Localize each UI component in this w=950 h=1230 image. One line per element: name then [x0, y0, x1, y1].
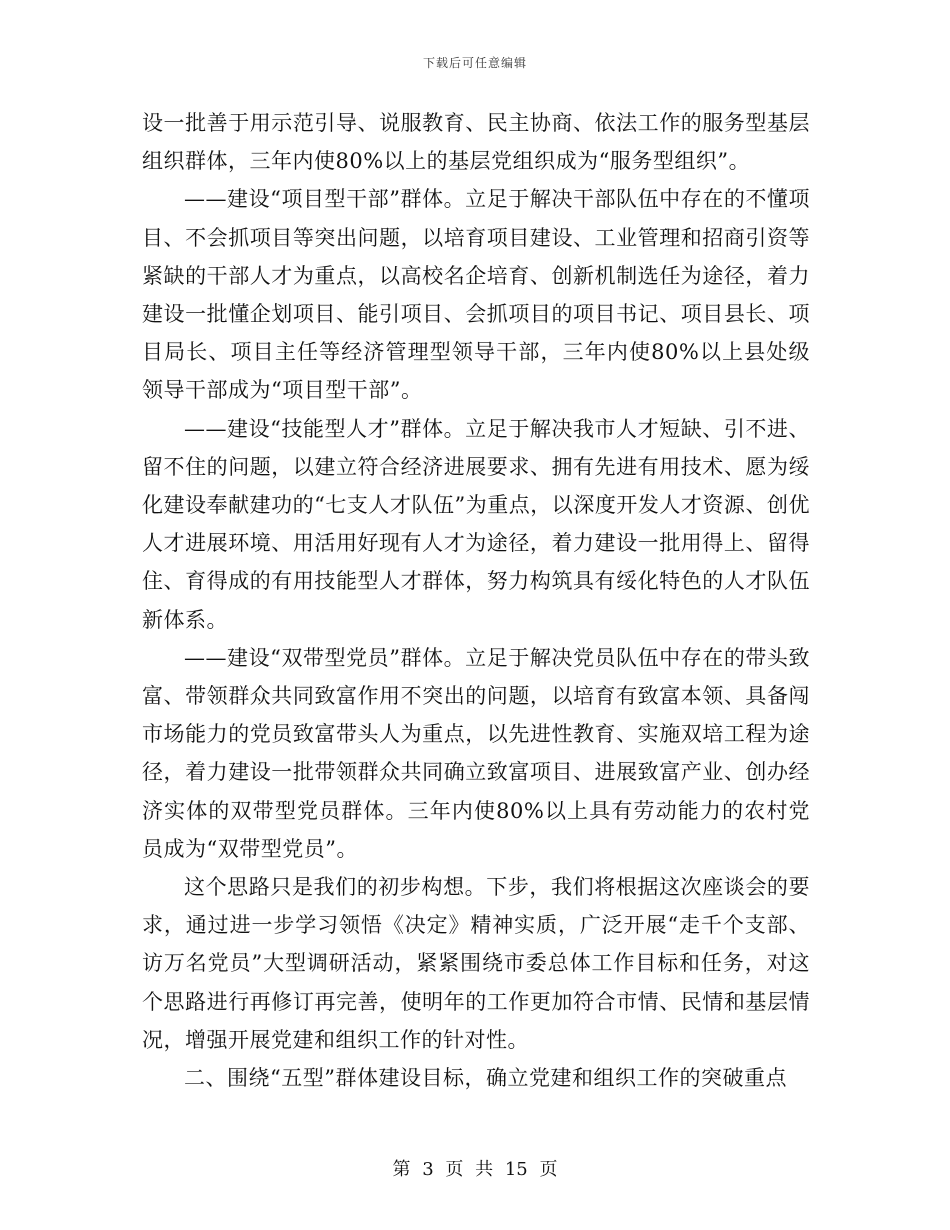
- page-header: 下载后可任意编辑: [422, 56, 527, 70]
- paragraph-continuation: 设一批善于用示范引导、说服教育、民主协商、依法工作的服务型基层组织群体，三年内使80%以上的基层党组织成为“服务型组织”。: [142, 111, 810, 174]
- paragraph-skilled-talents: ——建设“技能型人才”群体。立足于解决我市人才短缺、引不进、留不住的问题，以建立符合经济进展要求、拥有先进有用技术、愿为绥化建设奉献建功的“七支人才队伍”为重点，以深度开发人才资源、创优人才进展环境、用活用好现有人才为途径，着力建设一批用得上、留得住、育得成的有用技能型人才群体，努力构筑具有绥化特色的人才队伍新体系。: [142, 416, 810, 632]
- paragraph-project-cadres: ——建设“项目型干部”群体。立足于解决干部队伍中存在的不懂项目、不会抓项目等突出问题，以培育项目建设、工业管理和招商引资等紧缺的干部人才为重点，以高校名企培育、创新机制选任为途径，着力建设一批懂企划项目、能引项目、会抓项目的项目书记、项目县长、项目局长、项目主任等经济管理型领导干部，三年内使80%以上县处级领导干部成为“项目型干部”。: [142, 187, 810, 403]
- paragraph-next-steps: 这个思路只是我们的初步构想。下步，我们将根据这次座谈会的要求，通过进一步学习领悟《决定》精神实质，广泛开展“走千个支部、访万名党员”大型调研活动，紧紧围绕市委总体工作目标和任务，对这个思路进行再修订再完善，使明年的工作更加符合市情、民情和基层情况，增强开展党建和组织工作的针对性。: [142, 875, 810, 1052]
- document-body: [142, 104, 810, 1097]
- section-heading: 二、围绕“五型”群体建设目标，确立党建和组织工作的突破重点: [184, 1066, 787, 1091]
- page-number: 第 3 页 共 15 页: [392, 1159, 558, 1180]
- paragraph-dual-lead-members: ——建设“双带型党员”群体。立足于解决党员队伍中存在的带头致富、带领群众共同致富作用不突出的问题，以培育有致富本领、具备闯市场能力的党员致富带头人为重点，以先进性教育、实施双培工程为途径，着力建设一批带领群众共同确立致富项目、进展致富产业、创办经济实体的双带型党员群体。三年内使80%以上具有劳动能力的农村党员成为“双带型党员”。: [142, 645, 810, 861]
